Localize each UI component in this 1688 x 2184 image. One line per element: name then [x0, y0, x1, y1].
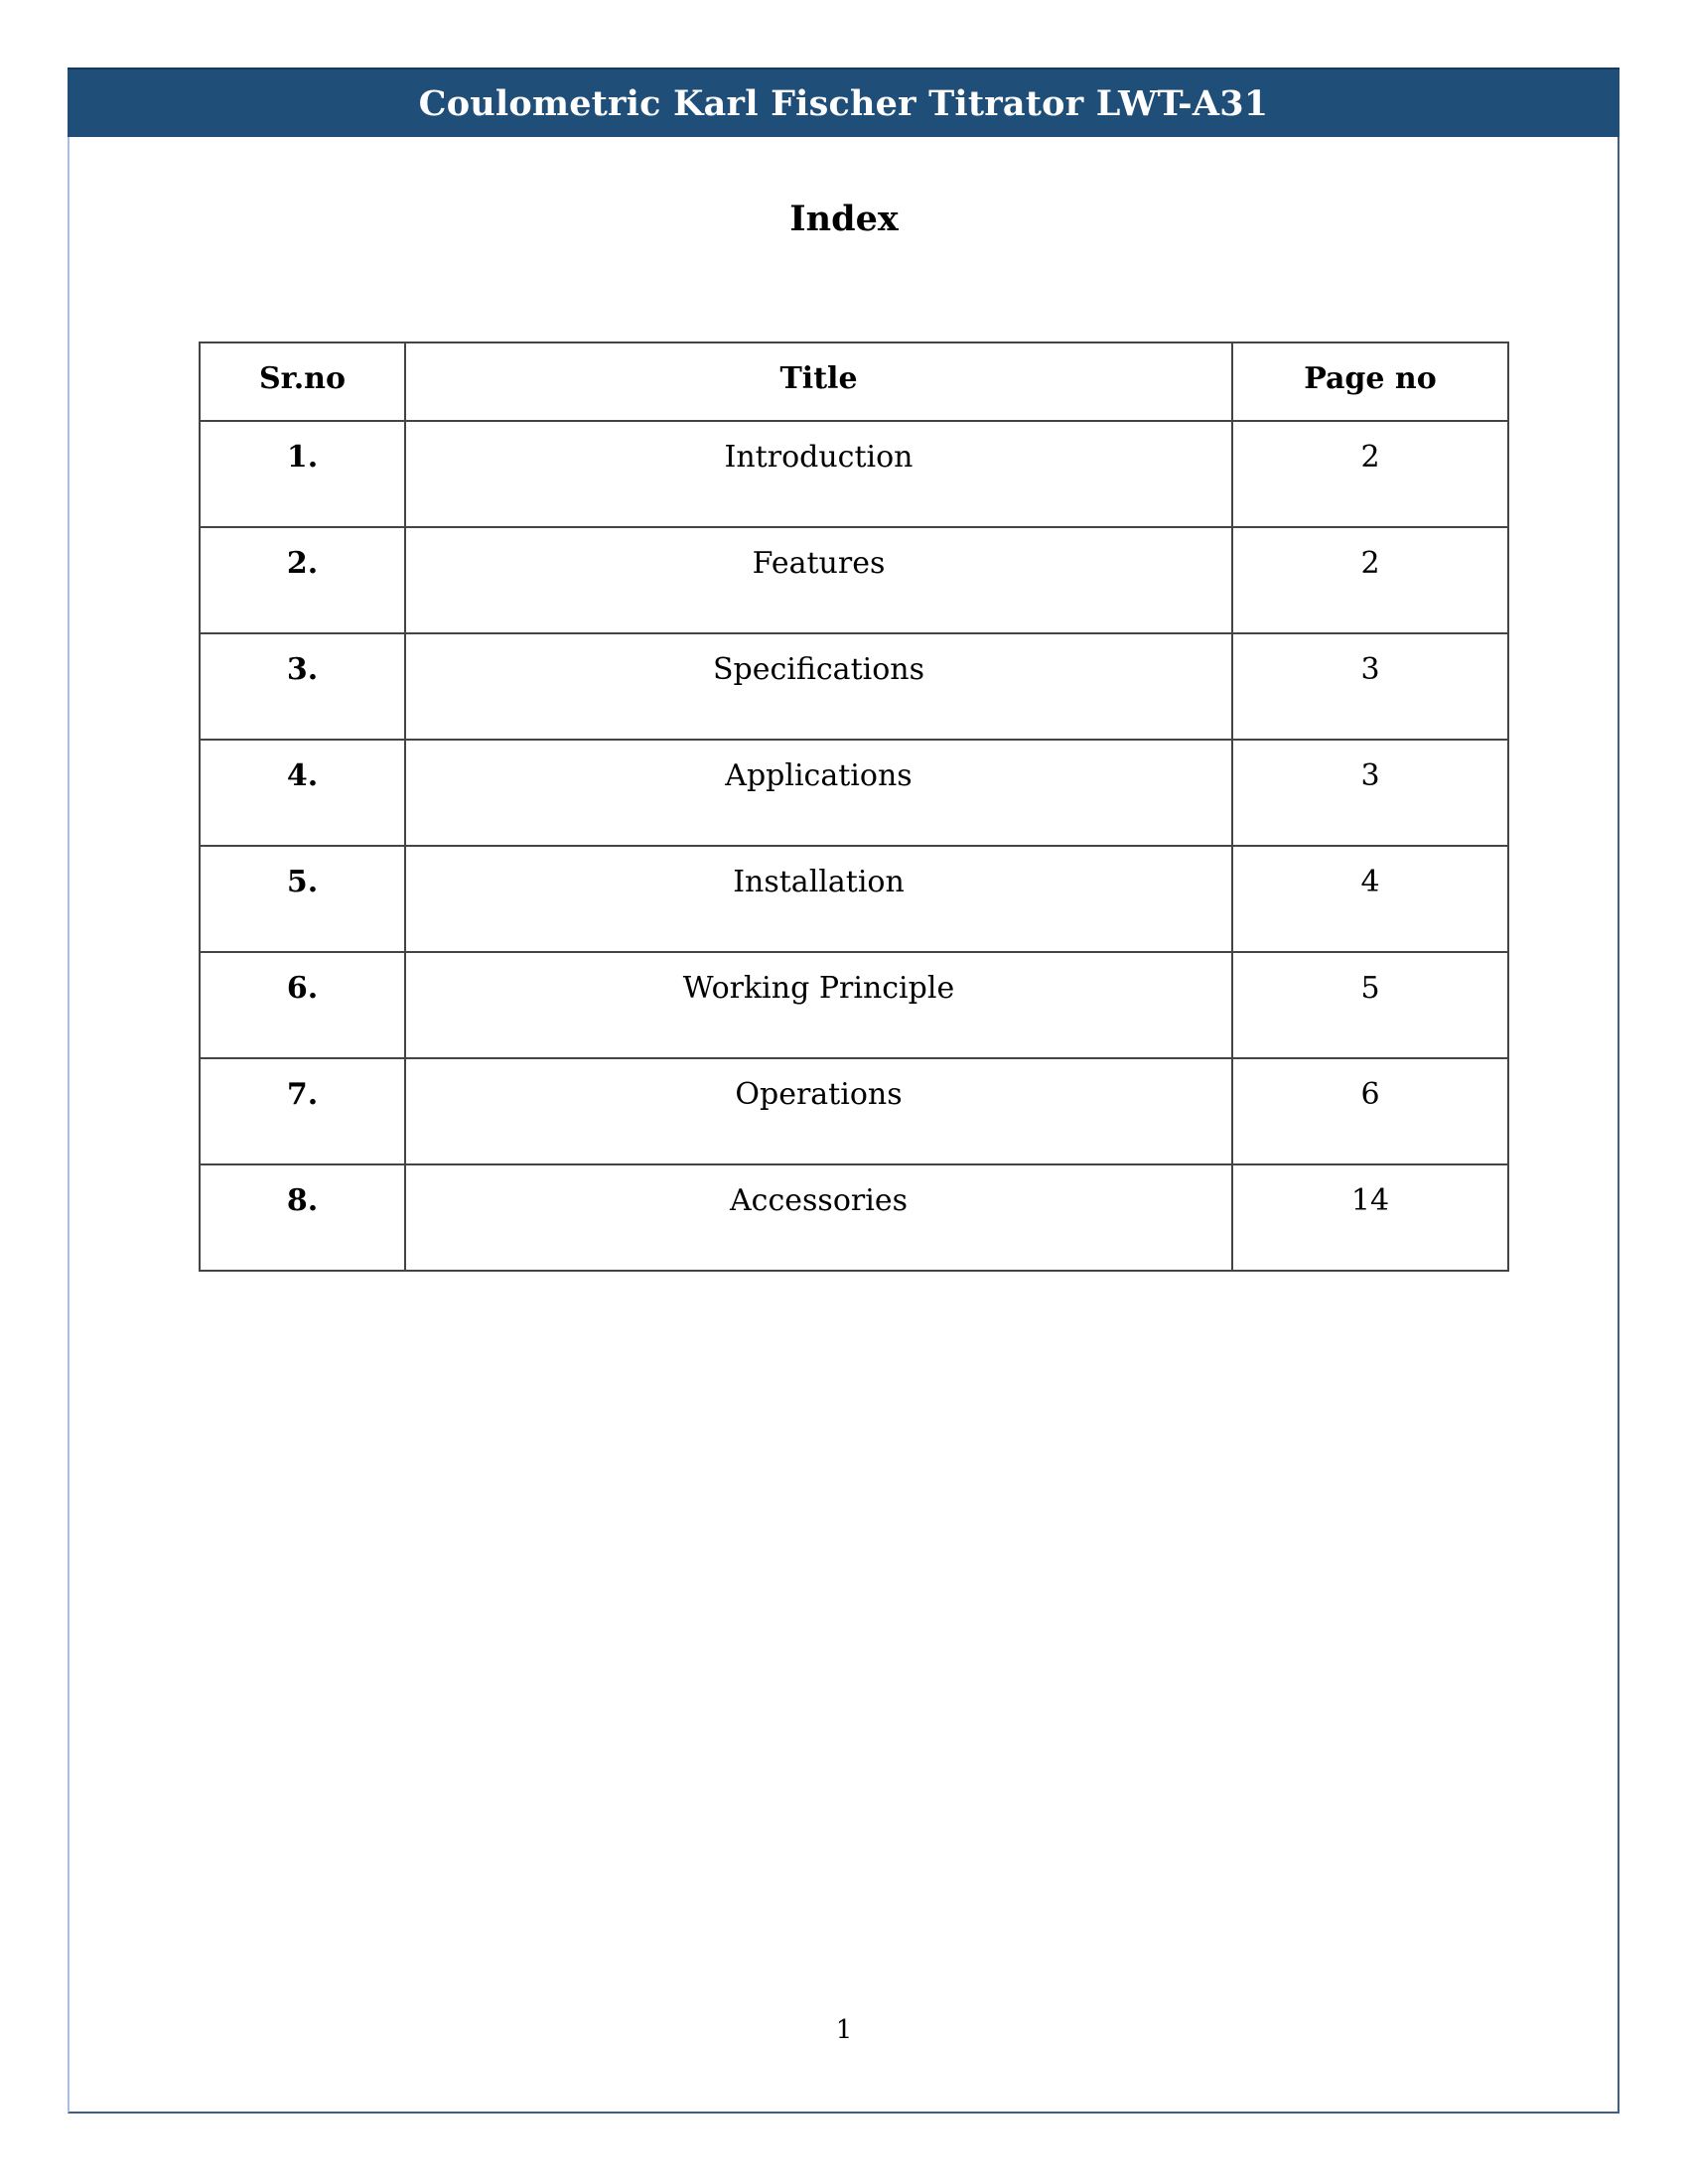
page-no-cell: 6 — [1232, 1058, 1508, 1164]
page-number: 1 — [835, 2015, 853, 2045]
sr-no-cell: 1. — [200, 421, 405, 527]
document-header-bar — [68, 68, 1619, 137]
page-no-cell: 2 — [1232, 527, 1508, 633]
table-row — [200, 952, 1508, 1058]
sr-no-cell: 6. — [200, 952, 405, 1058]
table-row — [200, 527, 1508, 633]
table-row — [200, 1164, 1508, 1271]
table-row — [200, 633, 1508, 740]
title-cell: Operations — [405, 1058, 1232, 1164]
sr-no-cell: 5. — [200, 846, 405, 952]
title-cell: Features — [405, 527, 1232, 633]
title-cell: Introduction — [405, 421, 1232, 527]
table-row — [200, 846, 1508, 952]
table-row — [200, 740, 1508, 846]
title-cell: Installation — [405, 846, 1232, 952]
sr-no-cell: 2. — [200, 527, 405, 633]
column-header-title: Title — [405, 342, 1232, 421]
title-cell: Working Principle — [405, 952, 1232, 1058]
index-table — [199, 341, 1509, 1272]
sr-no-cell: 8. — [200, 1164, 405, 1271]
page-no-cell: 2 — [1232, 421, 1508, 527]
sr-no-cell: 3. — [200, 633, 405, 740]
page-no-cell: 14 — [1232, 1164, 1508, 1271]
table-row — [200, 1058, 1508, 1164]
index-heading: Index — [789, 199, 899, 239]
page-no-cell: 4 — [1232, 846, 1508, 952]
table-body — [200, 421, 1508, 1271]
page-no-cell: 5 — [1232, 952, 1508, 1058]
column-header-sr-no: Sr.no — [200, 342, 405, 421]
page-no-cell: 3 — [1232, 633, 1508, 740]
sr-no-cell: 4. — [200, 740, 405, 846]
column-header-page-no: Page no — [1232, 342, 1508, 421]
document-title: Coulometric Karl Fischer Titrator LWT-A31 — [418, 82, 1269, 124]
sr-no-cell: 7. — [200, 1058, 405, 1164]
title-cell: Applications — [405, 740, 1232, 846]
table-header-row — [200, 342, 1508, 421]
table-row — [200, 421, 1508, 527]
title-cell: Accessories — [405, 1164, 1232, 1271]
title-cell: Specifications — [405, 633, 1232, 740]
page-no-cell: 3 — [1232, 740, 1508, 846]
